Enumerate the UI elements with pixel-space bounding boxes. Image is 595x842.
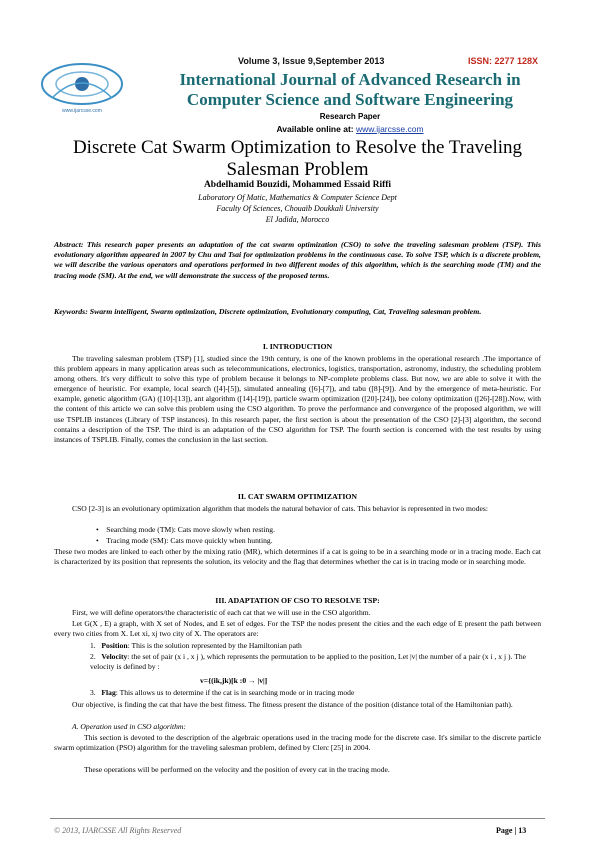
paper-title [40, 137, 555, 181]
footer-divider [50, 818, 545, 819]
list-item-position: 1. Position: This is the solution represented by the Hamiltonian path [90, 641, 302, 650]
abstract: Abstract: This research paper presents an adaptation of the cat swarm optimization (CSO) to solve the traveling salesman problem (TSP). This evolutionary algorithm appeared in 2007 by Chu and Tsai for optimization problems in the continuous case. To solve TSP, which is a discrete problem, we will describe the various operators and operations performed in two different modes of this algorithm, which is the searching mode (TM) and the tracing mode (SM). At the end, we will demonstrate the success of the proposed terms. [54, 240, 541, 280]
volume-info: Volume 3, Issue 9,September 2013 [238, 56, 385, 66]
list-item-flag: 3. Flag: This allows us to determine if the cat is in searching mode or in tracing mode [90, 688, 355, 697]
list-item-velocity: 2. Velocity: the set of pair (x i , x j ), which represents the permutation to be applied to the position, Let |v| the number of a pair (x i , x j ). The velocity is defined by : [90, 652, 527, 672]
affiliation-line2: Faculty Of Sciences, Chouaïb Doukkali University [216, 204, 379, 213]
paper-title-line2: Salesman Problem [226, 159, 369, 180]
available-online [140, 124, 560, 134]
affiliation-line3: El Jadida, Morocco [265, 215, 330, 224]
subsection-a-text2: These operations will be performed on the velocity and the position of every cat in the tracing mode. [84, 765, 390, 774]
section-2-text2: These two modes are linked to each other by the mixing ratio (MR), which determines if a cat is going to be in a searching mode or in a tracing mode. Each cat is characterized by its position that represents the solution, its velocity and the flag that determines whether the cat is in tracing mode or in searching mode. [54, 547, 541, 567]
bullet-item: • Searching mode (TM): Cats move slowly when resting. [96, 525, 275, 534]
page-number: Page | 13 [496, 826, 527, 835]
copyright: © 2013, IJARCSSE All Rights Reserved [54, 826, 182, 835]
section-3-title: III. ADAPTATION OF CSO TO RESOLVE TSP: [215, 596, 380, 605]
issn: ISSN: 2277 128X [468, 56, 539, 66]
section-3-objective: Our objective, is finding the cat that have the best fitness. The fitness present the distance of the position (distance total of the Hamiltonian path). [72, 700, 513, 709]
affiliation-line1: Laboratory Of Matic, Mathematics & Computer Science Dept [198, 193, 397, 202]
logo-text: www.ijarcsse.com [62, 108, 102, 114]
journal-title-line2: Computer Science and Software Engineering [186, 90, 514, 109]
section-2-text: CSO [2-3] is an evolutionary optimization algorithm that models the natural behavior of cats. This behavior is represented in two modes: [72, 504, 488, 513]
keywords: Keywords: Swarm intelligent, Swarm optimization, Discrete optimization, Evolutionary computing, Cat, Traveling salesman problem. [54, 307, 482, 316]
authors: Abdelhamid Bouzidi, Mohammed Essaid Riffi [203, 180, 392, 190]
subsection-a-text: This section is devoted to the description of the algebraic operations used in the tracing mode for the discrete case. It's similar to the discrete particle swarm optimization (PSO) algorithm for the traveling salesman problem, defined by Clerc [25] in 2004. [54, 733, 541, 753]
journal-logo [32, 58, 132, 120]
available-label: Available online at: [276, 124, 354, 134]
section-1-title: I. INTRODUCTION [262, 342, 333, 351]
section-3-graph: Let G(X , E) a graph, with X set of Nodes, and E set of edges. For the TSP the nodes present the cities and the each edge of E present the path between every two cities from X. Let xi, xj two city of X. The operators are: [54, 619, 541, 639]
subsection-a-title: A. Operation used in CSO algorithm: [72, 722, 186, 731]
paper-type: Research Paper [319, 112, 381, 121]
section-2-title: II. CAT SWARM OPTIMIZATION [237, 492, 358, 501]
velocity-formula: v={(ik,jk)[k :0 → |v|] [200, 676, 268, 685]
paper-title-line1: Discrete Cat Swarm Optimization to Resolve the Traveling [72, 137, 523, 158]
journal-title-line1: International Journal of Advanced Research in [179, 70, 521, 89]
journal-url-link[interactable]: www.ijarcsse.com [355, 124, 424, 134]
bullet-item: • Tracing mode (SM): Cats move quickly when hunting. [96, 536, 273, 545]
section-3-intro: First, we will define operators/the characteristic of each cat that we will use in the CSO algorithm. [72, 608, 371, 617]
section-1-text: The traveling salesman problem (TSP) [1], studied since the 19th century, is one of the known problems in the operational research .The importance of this problem appears in many application areas such as telecommunications, electronics, logistics, transportation, astronomy, industry, the scheduling problem among others. It's very difficult to solve this type of problem because it belongs to NP-complete problems class. But now, we are able to solve it with the emergence of heuristic. For example, local search ([4]-[5]), simulated annealing ([6]-[7]), and tabu ([8]-[9]). And by the emergence of meta-heuristic. For example, genetic algorithm (GA) ([10]-[13]), ant algorithm ([14]-[19]), particle swarm optimization ([20]-[24]), bee colony optimization ([26]-[28]).Now, with the content of this article we can solve this problem using the CSO algorithm. To prove the performance and convergence of the proposed algorithm, we will use TSPLIB instances (Library of TSP instances). In this research paper, the first section is about the presentation of the CSO [2]-[3] algorithm, the second contains a description of the TSP. The third is an adaptation of the CSO algorithm for TSP. The fourth section is concerned with the test results by using instances of TSPLIB. Finally, comes the conclusion in the last section. [54, 354, 541, 444]
